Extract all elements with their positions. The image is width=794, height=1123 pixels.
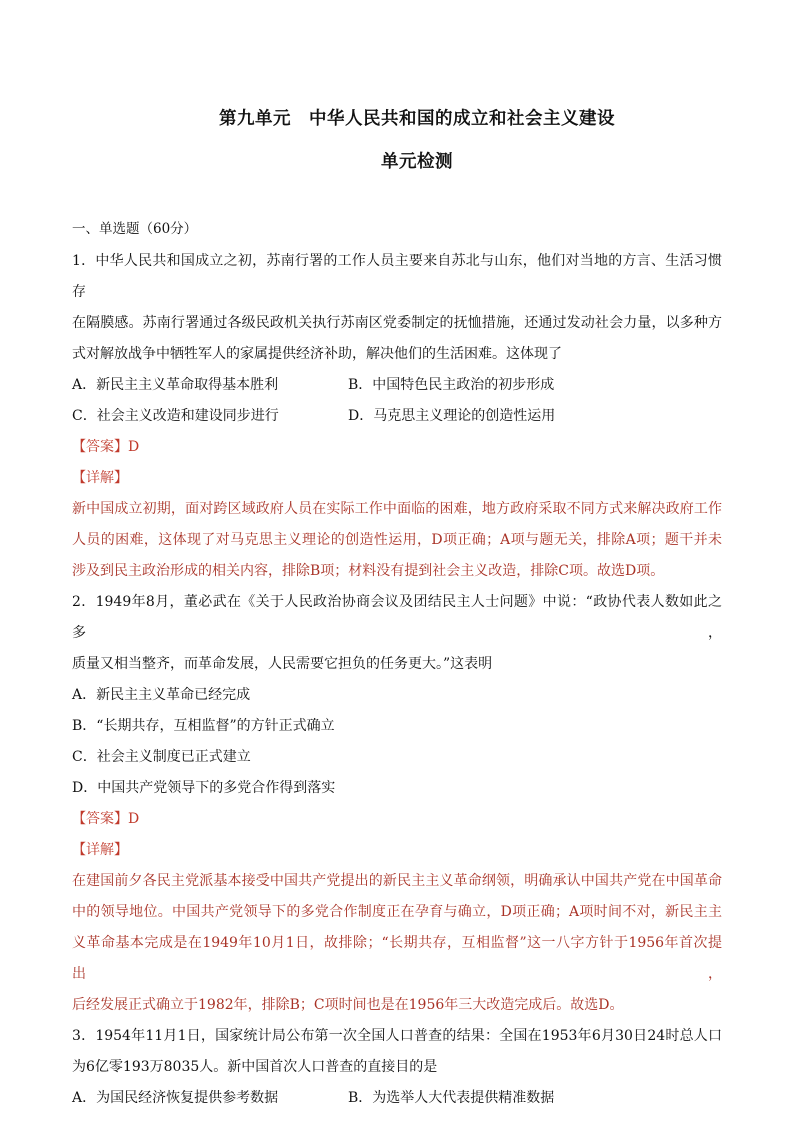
options-row bbox=[72, 370, 722, 401]
detail-line: 中的领导地位。中国共产党领导下的多党合作制度正在孕育与确立，D项正确；A项时间不对，新民主主 bbox=[72, 904, 722, 920]
stem-line: 1．中华人民共和国成立之初，苏南行署的工作人员主要来自苏北与山东，他们对当地的方言、生活习惯存 bbox=[72, 253, 722, 300]
option-d: D．中国共产党领导下的多党合作得到落实 bbox=[72, 780, 336, 796]
question-stem bbox=[72, 587, 722, 680]
question-2 bbox=[72, 587, 722, 1021]
question-3 bbox=[72, 1021, 722, 1114]
stem-line: 为6亿零193万8035人。新中国首次人口普查的直接目的是 bbox=[72, 1059, 438, 1075]
exam-content bbox=[72, 218, 722, 1114]
option-b: B．“长期共存，互相监督”的方针正式确立 bbox=[72, 718, 335, 734]
detail-line: 义革命基本完成是在1949年10月1日，故排除；“长期共存，互相监督”这一八字方针于1956年首次提出， bbox=[72, 935, 722, 982]
detail-label: 【详解】 bbox=[72, 470, 128, 486]
options-row bbox=[72, 401, 722, 432]
detail-line: 在建国前夕各民主党派基本接受中国共产党提出的新民主主义革命纲领，明确承认中国共产党在中国革命 bbox=[72, 873, 722, 889]
page-subtitle: 单元检测 bbox=[381, 152, 453, 172]
question-stem bbox=[72, 1021, 722, 1083]
option-a: A．新民主主义革命取得基本胜利 bbox=[72, 377, 279, 393]
stem-line: 3．1954年11月1日，国家统计局公布第一次全国人口普查的结果：全国在1953年6月30日24时总人口 bbox=[72, 1028, 722, 1044]
stem-line: 式对解放战争中牺牲军人的家属提供经济补助，解决他们的生活困难。这体现了 bbox=[72, 346, 562, 362]
option-b: B．中国特色民主政治的初步形成 bbox=[348, 377, 555, 393]
option-b: B．为选举人大代表提供精准数据 bbox=[348, 1090, 555, 1106]
stem-line: 2．1949年8月，董必武在《关于人民政治协商会议及团结民主人士问题》中说：“政协代表人数如此之多， bbox=[72, 594, 722, 641]
option-c: C．社会主义制度已正式建立 bbox=[72, 749, 251, 765]
stem-line: 在隔膜感。苏南行署通过各级民政机关执行苏南区党委制定的抚恤措施，还通过发动社会力量，以多种方 bbox=[72, 315, 722, 331]
question-stem bbox=[72, 246, 722, 370]
options-row bbox=[72, 1083, 722, 1114]
question-1 bbox=[72, 246, 722, 587]
section-heading: 一、单选题（60分） bbox=[72, 221, 198, 237]
detail-label: 【详解】 bbox=[72, 842, 128, 858]
option-a: A．新民主主义革命已经完成 bbox=[72, 687, 251, 703]
answer-label: 【答案】D bbox=[72, 811, 140, 827]
option-c: C．社会主义改造和建设同步进行 bbox=[72, 408, 279, 424]
detail-line: 涉及到民主政治形成的相关内容，排除B项；材料没有提到社会主义改造，排除C项。故选D项。 bbox=[72, 563, 665, 579]
detail-text bbox=[72, 494, 722, 587]
detail-text bbox=[72, 866, 722, 1021]
unit-title: 第九单元 中华人民共和国的成立和社会主义建设 bbox=[219, 109, 615, 129]
detail-line: 后经发展正式确立于1982年，排除B；C项时间也是在1956年三大改造完成后。故选D。 bbox=[72, 997, 624, 1013]
option-a: A．为国民经济恢复提供参考数据 bbox=[72, 1090, 279, 1106]
stem-line: 质量又相当整齐，而革命发展，人民需要它担负的任务更大。”这表明 bbox=[72, 656, 493, 672]
option-d: D．马克思主义理论的创造性运用 bbox=[348, 408, 556, 424]
detail-line: 人员的困难，这体现了对马克思主义理论的创造性运用，D项正确；A项与题无关，排除A项；题干并未 bbox=[72, 532, 722, 548]
answer-label: 【答案】D bbox=[72, 439, 140, 455]
detail-line: 新中国成立初期，面对跨区域政府人员在实际工作中面临的困难，地方政府采取不同方式来解决政府工作 bbox=[72, 501, 722, 517]
